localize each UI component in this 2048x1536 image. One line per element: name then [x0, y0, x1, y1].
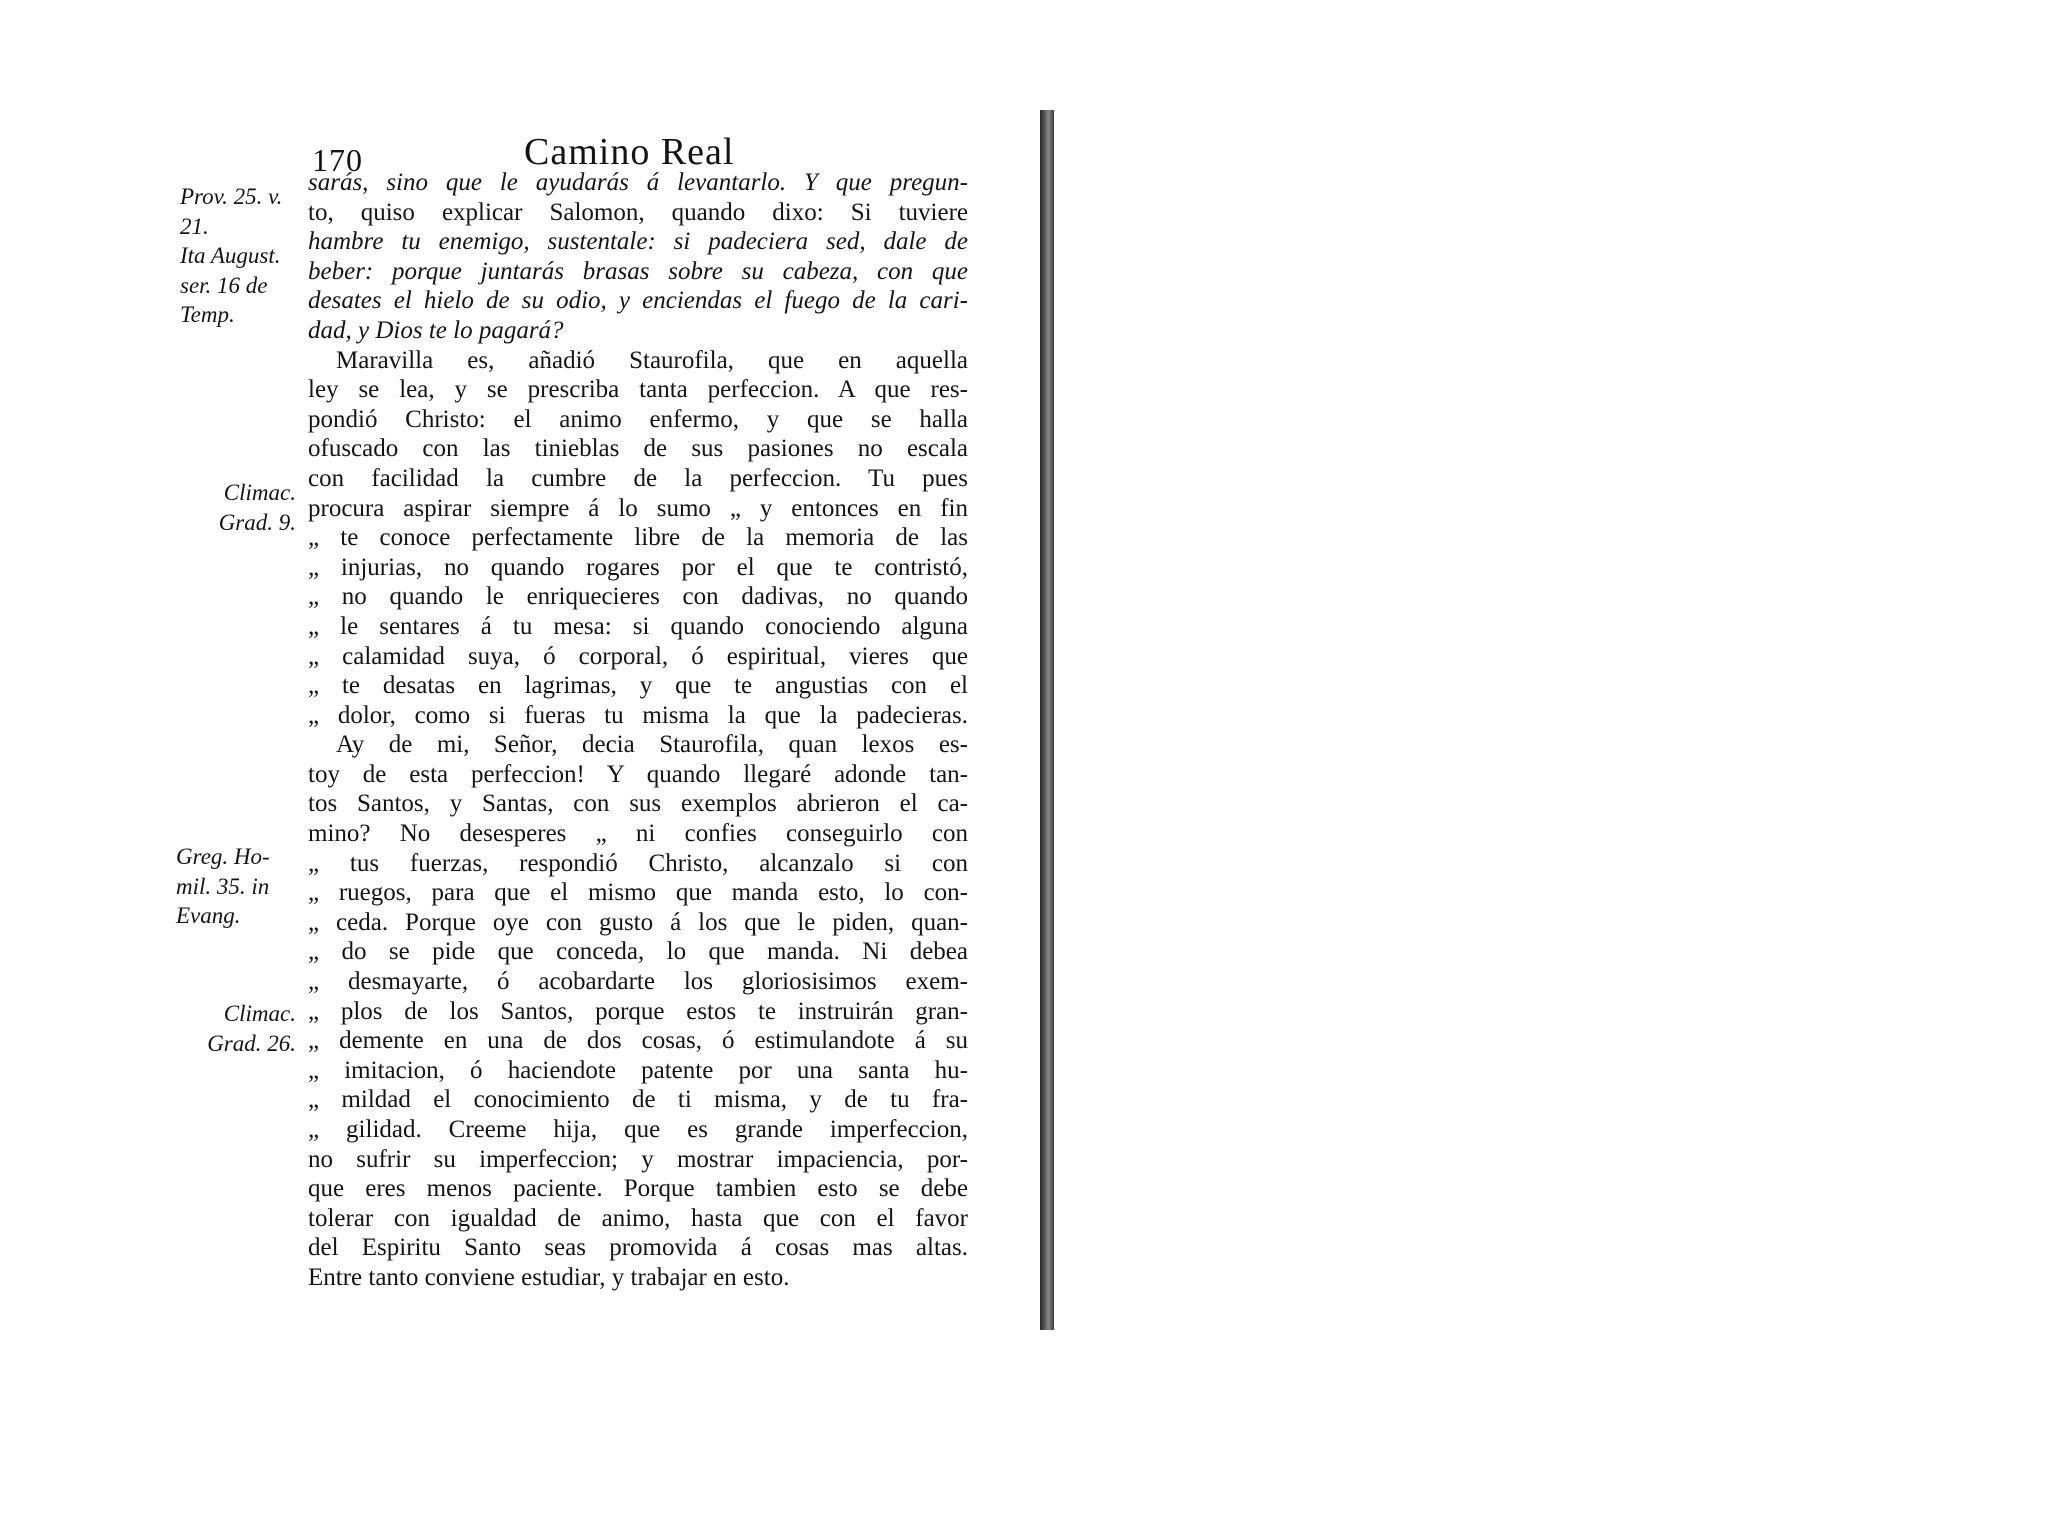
margin-note-line: mil. 35. in	[176, 873, 270, 899]
text-line: „ mildad el conocimiento de ti misma, y de tu fra-	[308, 1086, 968, 1114]
text-line: „ do se pide que conceda, lo que manda. Ni debea	[308, 938, 968, 966]
text-line: „ gilidad. Creeme hija, que es grande imperfeccion,	[308, 1116, 968, 1143]
text-line: „ ceda. Porque oye con gusto á los que le piden, quan-	[308, 908, 968, 936]
running-title: Camino Real	[524, 131, 735, 173]
margin-note-line: Temp.	[180, 302, 235, 328]
text-line: „ le sentares á tu mesa: si quando conociendo alguna	[308, 612, 968, 640]
text-line: Maravilla es, añadió Staurofila, que en aquella	[336, 346, 968, 374]
text-line: tos Santos, y Santas, con sus exemplos abrieron el ca-	[308, 790, 968, 818]
text-line: procura aspirar siempre á lo sumo „ y entonces en fin	[308, 494, 968, 522]
text-line: ley se lea, y se prescriba tanta perfeccion. A que res-	[308, 376, 968, 404]
text-line: ofuscado con las tinieblas de sus pasiones no escala	[308, 435, 968, 463]
text-line: con facilidad la cumbre de la perfeccion. Tu pues	[308, 464, 968, 492]
margin-note-line: Climac.	[223, 1001, 296, 1026]
margin-note-climacus-26	[176, 999, 296, 1058]
margin-note-line: Grad. 9.	[218, 509, 296, 535]
text-line: pondió Christo: el animo enfermo, y que se halla	[308, 405, 968, 433]
margin-note-proverbs	[180, 182, 282, 330]
text-line: del Espiritu Santo seas promovida á cosas mas altas.	[308, 1234, 968, 1262]
text-line: que eres menos paciente. Porque tambien esto se debe	[308, 1175, 968, 1203]
text-line: no sufrir su imperfeccion; y mostrar impaciencia, por-	[308, 1145, 968, 1173]
text-line: „ imitacion, ó haciendote patente por una santa hu-	[308, 1056, 968, 1084]
text-line: „ tus fuerzas, respondió Christo, alcanzalo si con	[308, 849, 968, 877]
text-line: mino? No desesperes „ ni confies conseguirlo con	[308, 820, 968, 848]
text-line: „ ruegos, para que el mismo que manda esto, lo con-	[308, 879, 968, 907]
text-line: desates el hielo de su odio, y enciendas el fuego de la cari-	[308, 287, 968, 315]
margin-note-line: 21.	[180, 213, 209, 239]
text-line: „ desmayarte, ó acobardarte los gloriosisimos exem-	[308, 968, 968, 996]
text-line: to, quiso explicar Salomon, quando dixo: Si tuviere	[308, 198, 968, 226]
text-line: „ plos de los Santos, porque estos te instruirán gran-	[308, 997, 968, 1025]
text-line: Ay de mi, Señor, decia Staurofila, quan lexos es-	[336, 731, 968, 759]
margin-note-line: Climac.	[223, 480, 296, 505]
margin-note-line: Greg. Ho-	[176, 844, 270, 869]
text-line: „ no quando le enriquecieres con dadivas, no quando	[308, 583, 968, 611]
margin-note-line: Grad. 26.	[207, 1030, 296, 1056]
margin-note-climacus-9	[176, 478, 296, 537]
text-line: tolerar con igualdad de animo, hasta que con el favor	[308, 1204, 968, 1232]
margin-note-line: Evang.	[176, 903, 241, 929]
text-line: „ te desatas en lagrimas, y que te angustias con el	[308, 672, 968, 700]
text-line: toy de esta perfeccion! Y quando llegaré adonde tan-	[308, 760, 968, 788]
margin-note-gregory	[176, 842, 270, 931]
text-line: hambre tu enemigo, sustentale: si padeciera sed, dale de	[308, 228, 968, 256]
text-line: „ demente en una de dos cosas, ó estimulandote á su	[308, 1027, 968, 1055]
text-line: „ dolor, como si fueras tu misma la que la padecieras.	[308, 701, 968, 729]
margin-note-line: ser. 16 de	[180, 272, 268, 298]
text-line: „ te conoce perfectamente libre de la memoria de las	[308, 524, 968, 552]
text-line: „ calamidad suya, ó corporal, ó espiritual, vieres que	[308, 642, 968, 670]
text-line: beber: porque juntarás brasas sobre su cabeza, con que	[308, 257, 968, 285]
text-line: Entre tanto conviene estudiar, y trabajar en esto.	[308, 1263, 790, 1291]
text-line: sarás, sino que le ayudarás á levantarlo. Y que pregun-	[308, 169, 968, 196]
book-spine-edge	[1040, 110, 1054, 1330]
margin-note-line: Prov. 25. v.	[180, 184, 283, 209]
margin-note-line: Ita August.	[180, 243, 281, 269]
text-line: dad, y Dios te lo pagará?	[308, 316, 564, 344]
body-text	[308, 168, 968, 1293]
page-number: 170	[312, 142, 363, 178]
text-line: „ injurias, no quando rogares por el que te contristó,	[308, 553, 968, 581]
